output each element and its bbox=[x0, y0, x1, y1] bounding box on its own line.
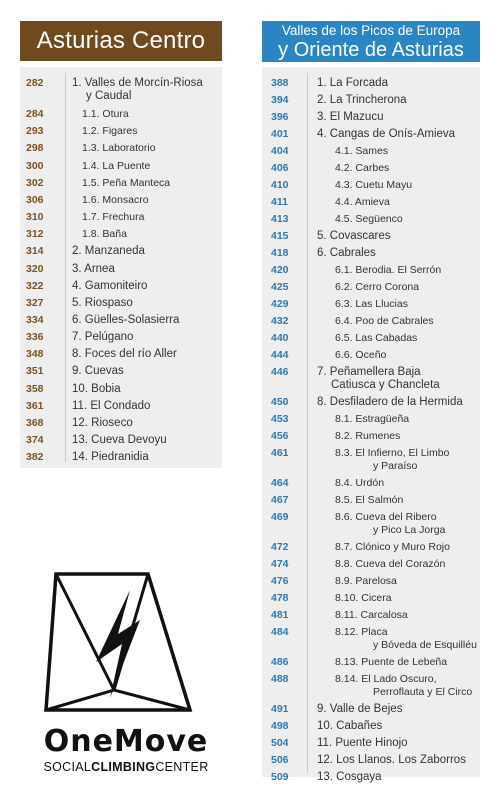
item-label: 8.3. El Infierno, El Limbo bbox=[335, 447, 450, 459]
tagline-social: SOCIAL bbox=[43, 760, 92, 774]
item-label: 6.3. Las Llucias bbox=[335, 298, 408, 310]
item-label: 2. La Trincherona bbox=[317, 94, 407, 106]
item-label: 6. Güelles-Solasierra bbox=[72, 313, 180, 326]
page-number: 368 bbox=[26, 416, 44, 429]
page-number: 461 bbox=[271, 447, 289, 459]
header-line-2: y Oriente de Asturias bbox=[278, 38, 464, 61]
item-label: 1.1. Otura bbox=[82, 108, 129, 121]
page-number: 474 bbox=[271, 558, 289, 570]
item-label: 1.8. Baña bbox=[82, 228, 127, 241]
item-label: 1.4. La Puente bbox=[82, 159, 151, 172]
brand-name: OneMove bbox=[43, 724, 209, 759]
page-number: 293 bbox=[26, 125, 44, 138]
item-label: 13. Cosgaya bbox=[317, 771, 382, 783]
onemove-logo-mark bbox=[30, 570, 222, 720]
page-number: 406 bbox=[271, 162, 289, 174]
item-label: 8.5. El Salmón bbox=[335, 494, 404, 506]
page-number: 410 bbox=[271, 179, 289, 191]
page-number: 476 bbox=[271, 575, 289, 587]
item-label: 8.8. Cueva del Corazón bbox=[335, 558, 446, 570]
item-label: 11. Puente Hinojo bbox=[317, 737, 408, 749]
item-label: 10. Cabañes bbox=[317, 720, 383, 732]
page-number: 320 bbox=[26, 262, 44, 275]
item-label: 8.6. Cueva del Ribero bbox=[335, 511, 437, 523]
item-label: 11. El Condado bbox=[72, 399, 151, 412]
page-number: 481 bbox=[271, 609, 289, 621]
page-number: 456 bbox=[271, 430, 289, 442]
item-label: 8. Foces del río Aller bbox=[72, 348, 177, 361]
page-number: 351 bbox=[26, 365, 44, 378]
item-label: 8.12. Placa bbox=[335, 626, 388, 638]
item-label-continued: y Bóveda de Esquilléu bbox=[373, 639, 477, 651]
page-number: 327 bbox=[26, 296, 44, 309]
page-number: 411 bbox=[271, 196, 288, 208]
page-number: 284 bbox=[26, 108, 44, 121]
item-label: 8.10. Cicera bbox=[335, 592, 392, 604]
page-number: 506 bbox=[271, 754, 289, 766]
item-label: 6.4. Poo de Cabrales bbox=[335, 315, 434, 327]
page-number: 312 bbox=[26, 228, 44, 241]
page-number: 453 bbox=[271, 413, 289, 425]
page-number: 498 bbox=[271, 720, 289, 732]
picos-europa-header bbox=[262, 21, 480, 62]
item-label-continued: y Caudal bbox=[86, 90, 132, 102]
brand-tagline bbox=[22, 760, 230, 774]
page-number: 302 bbox=[26, 176, 44, 189]
page-number: 401 bbox=[271, 128, 289, 140]
item-label: 8. Desfiladero de la Hermida bbox=[317, 396, 463, 408]
item-label: 4. Cangas de Onís-Amieva bbox=[317, 128, 456, 140]
page-number: 300 bbox=[26, 159, 44, 172]
page-number: 450 bbox=[271, 396, 289, 408]
page-number: 314 bbox=[26, 245, 44, 258]
item-label: 4.5. Següenco bbox=[335, 213, 403, 225]
item-label-continued: y Paraíso bbox=[373, 460, 418, 472]
item-label: 8.9. Parelosa bbox=[335, 575, 397, 587]
item-label: 14. Piedranidia bbox=[72, 451, 149, 464]
page-number: 396 bbox=[271, 111, 289, 123]
item-label: 6.2. Cerro Corona bbox=[335, 281, 420, 293]
item-label: 1. La Forcada bbox=[317, 77, 388, 89]
item-label: 12. Rioseco bbox=[72, 416, 133, 429]
item-label: 1. Valles de Morcín-Riosa bbox=[72, 77, 203, 89]
item-label: 1.2. Figares bbox=[82, 125, 138, 138]
item-label: 6.5. Las Cabadas bbox=[335, 332, 418, 344]
item-label: 8.7. Clónico y Muro Rojo bbox=[335, 541, 450, 553]
page-number: 446 bbox=[271, 366, 289, 378]
tagline-center: CENTER bbox=[155, 760, 209, 774]
logo-edge bbox=[56, 574, 114, 690]
page-number: 432 bbox=[271, 315, 289, 327]
item-label: 2. Manzaneda bbox=[72, 245, 145, 258]
page-number: 361 bbox=[26, 399, 44, 412]
item-label: 8.1. Estragüeña bbox=[335, 413, 410, 425]
page-number: 382 bbox=[26, 451, 44, 464]
item-label: 13. Cueva Devoyu bbox=[72, 434, 167, 446]
page-number: 336 bbox=[26, 331, 44, 344]
logo-edge bbox=[148, 574, 190, 710]
item-label: 10. Bobia bbox=[72, 382, 121, 395]
item-label: 6. Cabrales bbox=[317, 247, 376, 259]
list-divider bbox=[65, 73, 66, 462]
logo-edge bbox=[46, 690, 190, 710]
item-label: 7. Peñamellera Baja bbox=[317, 366, 421, 378]
page-number: 478 bbox=[271, 592, 289, 604]
page-number: 488 bbox=[271, 673, 289, 685]
item-label: 12. Los Llanos. Los Zaborros bbox=[317, 754, 466, 766]
item-label: 8.2. Rumenes bbox=[335, 430, 401, 442]
item-label: 7. Pelúgano bbox=[72, 331, 134, 344]
page-number: 298 bbox=[26, 142, 44, 155]
item-label: 4.3. Cuetu Mayu bbox=[335, 179, 413, 191]
page-number: 444 bbox=[271, 349, 289, 361]
item-label: 6.1. Berodia. El Serrón bbox=[335, 264, 442, 276]
item-label-continued: Catiusca y Chancleta bbox=[331, 379, 440, 391]
item-label: 9. Valle de Bejes bbox=[317, 703, 403, 715]
page-number: 334 bbox=[26, 313, 44, 326]
item-label: 4. Gamoniteiro bbox=[72, 279, 148, 292]
page-number: 504 bbox=[271, 737, 289, 749]
list-divider bbox=[307, 73, 308, 773]
asturias-centro-header: Asturias Centro bbox=[20, 21, 222, 61]
item-label: 6.6. Oceño bbox=[335, 349, 387, 361]
item-label: 5. Covascares bbox=[317, 230, 391, 242]
page-number: 491 bbox=[271, 703, 289, 715]
header-line-1: Valles de los Picos de Europa bbox=[281, 23, 461, 38]
page-number: 358 bbox=[26, 382, 44, 395]
page-number: 467 bbox=[271, 494, 289, 506]
page-number: 484 bbox=[271, 626, 289, 638]
item-label: 5. Riospaso bbox=[72, 296, 133, 309]
page-number: 413 bbox=[271, 213, 289, 225]
page-number: 472 bbox=[271, 541, 289, 553]
page-number: 415 bbox=[271, 230, 289, 242]
item-label: 8.14. El Lado Oscuro, bbox=[335, 673, 437, 685]
item-label-continued: Perroflauta y El Circo bbox=[373, 686, 473, 698]
page-number: 418 bbox=[271, 247, 289, 259]
page-number: 374 bbox=[26, 434, 44, 446]
page-number: 322 bbox=[26, 279, 44, 292]
page-number: 464 bbox=[271, 477, 289, 489]
page-number: 420 bbox=[271, 264, 289, 276]
page-number: 425 bbox=[271, 281, 289, 293]
page-number: 509 bbox=[271, 771, 289, 783]
page-number: 440 bbox=[271, 332, 289, 344]
page-number: 394 bbox=[271, 94, 289, 106]
page-number: 282 bbox=[26, 77, 44, 89]
item-label: 1.6. Monsacro bbox=[82, 193, 149, 206]
page-number: 310 bbox=[26, 211, 44, 224]
item-label: 1.3. Laboratorio bbox=[82, 142, 156, 155]
page-number: 486 bbox=[271, 656, 289, 668]
tagline-climbing: CLIMBING bbox=[91, 760, 156, 774]
item-label: 1.7. Frechura bbox=[82, 211, 145, 224]
item-label: 4.2. Carbes bbox=[335, 162, 390, 174]
asturias-centro-list bbox=[20, 67, 222, 468]
item-label-continued: y Pico La Jorga bbox=[373, 524, 446, 536]
item-label: 8.11. Carcalosa bbox=[335, 609, 408, 621]
item-label: 3. El Mazucu bbox=[317, 111, 384, 123]
item-label: 8.13. Puente de Lebeña bbox=[335, 656, 448, 668]
logo-bolt bbox=[96, 590, 140, 698]
page-number: 306 bbox=[26, 193, 44, 206]
page-number: 469 bbox=[271, 511, 289, 523]
item-label: 4.4. Amieva bbox=[335, 196, 390, 208]
item-label: 4.1. Sames bbox=[335, 145, 389, 157]
picos-europa-list bbox=[262, 67, 480, 783]
page-number: 348 bbox=[26, 348, 44, 361]
item-label: 8.4. Urdón bbox=[335, 477, 385, 489]
item-label: 1.5. Peña Manteca bbox=[82, 176, 171, 189]
item-label: 9. Cuevas bbox=[72, 365, 124, 378]
item-label: 3. Arnea bbox=[72, 262, 115, 275]
page-number: 404 bbox=[271, 145, 289, 157]
page-number: 388 bbox=[271, 77, 289, 89]
page-number: 429 bbox=[271, 298, 289, 310]
